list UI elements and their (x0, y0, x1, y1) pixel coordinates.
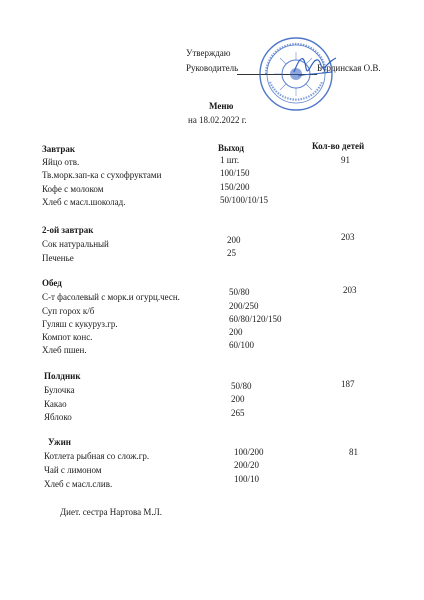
menu-item-output: 100/150 (220, 168, 250, 178)
menu-item-output: 100/10 (234, 474, 260, 484)
handwritten-signature (292, 50, 338, 80)
column-output-header: Выход (218, 143, 244, 153)
menu-item-name: Яйцо отв. (42, 157, 80, 167)
column-children-header: Кол-во детей (312, 141, 365, 151)
meal-children-count: 187 (341, 379, 355, 389)
menu-item-name: Котлета рыбная со слож.гр. (44, 451, 150, 461)
meal-children-count: 81 (349, 447, 358, 457)
menu-item-name: Печенье (42, 253, 74, 263)
menu-item-output: 50/100/10/15 (220, 195, 269, 205)
approve-word: Утверждаю (186, 48, 231, 58)
menu-item-name: Хлеб с масл.шоколад. (42, 197, 126, 207)
menu-item-name: Гуляш с кукуруз.гр. (42, 319, 118, 329)
menu-item-output: 200 (229, 327, 243, 337)
menu-item-name: Хлеб с масл.слив. (44, 479, 113, 489)
menu-item-name: Суп горох к/б (42, 306, 95, 316)
menu-title: Меню (209, 101, 234, 111)
meal-name: Ужин (48, 437, 71, 447)
menu-item-output: 265 (231, 408, 245, 418)
menu-item-name: Хлеб пшен. (42, 345, 87, 355)
approver-name: Бурдинская О.В. (317, 63, 381, 73)
menu-item-output: 150/200 (220, 182, 250, 192)
menu-item-name: С-т фасолевый с морк.и огурц.чесн. (42, 292, 180, 302)
menu-item-output: 50/80 (231, 381, 252, 391)
menu-item-output: 60/80/120/150 (229, 314, 282, 324)
menu-item-output: 25 (227, 248, 236, 258)
menu-item-name: Компот конс. (42, 332, 93, 342)
menu-item-output: 200/20 (234, 460, 260, 470)
meal-name: Завтрак (42, 144, 76, 154)
menu-date: на 18.02.2022 г. (188, 115, 247, 125)
dietitian-signature: Диет. сестра Нартова М.Л. (60, 507, 162, 517)
meal-name: 2-ой завтрак (42, 225, 94, 235)
menu-item-name: Кофе с молоком (42, 184, 104, 194)
menu-item-output: 50/80 (229, 287, 250, 297)
menu-item-name: Тв.морк.зап-ка с сухофруктами (42, 170, 162, 180)
approver-position: Руководитель (186, 63, 239, 73)
menu-item-output: 60/100 (229, 340, 255, 350)
menu-item-output: 200 (231, 394, 245, 404)
menu-item-name: Сок натуральный (42, 239, 109, 249)
meal-children-count: 91 (341, 155, 350, 165)
menu-item-name: Какао (44, 399, 67, 409)
meal-name: Полдник (44, 371, 81, 381)
menu-item-output: 200 (227, 235, 241, 245)
menu-item-output: 100/200 (234, 447, 264, 457)
menu-item-output: 1 шт. (220, 155, 240, 165)
menu-item-name: Чай с лимоном (44, 465, 102, 475)
menu-item-name: Яблоко (44, 412, 72, 422)
meal-children-count: 203 (343, 285, 357, 295)
meal-name: Обед (42, 278, 62, 288)
meal-children-count: 203 (341, 232, 355, 242)
menu-item-output: 200/250 (229, 301, 259, 311)
menu-item-name: Булочка (44, 385, 75, 395)
